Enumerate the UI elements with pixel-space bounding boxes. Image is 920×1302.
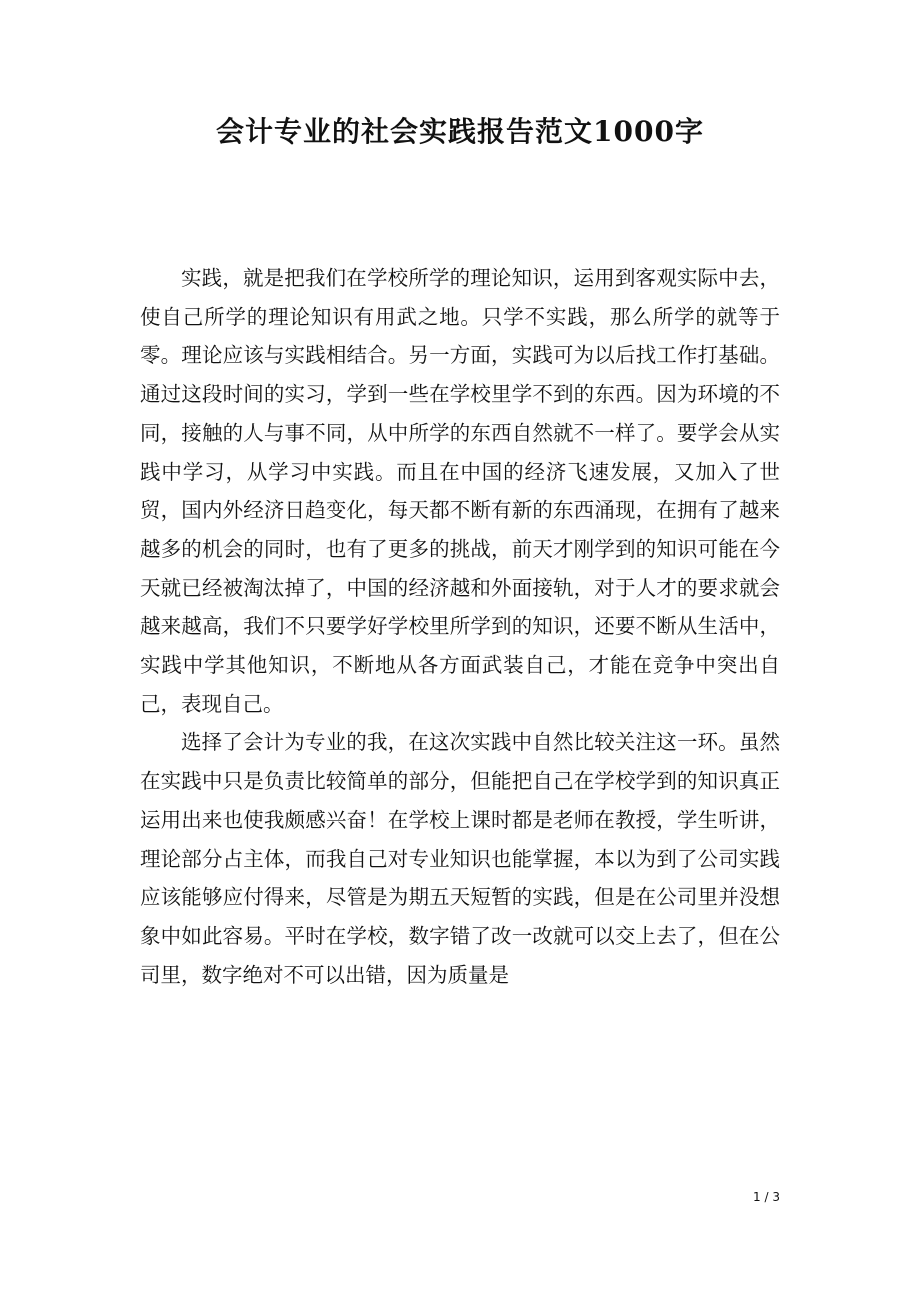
document-title: 会计专业的社会实践报告范文1000字 xyxy=(216,115,704,148)
page-number: 1 / 3 xyxy=(753,1190,780,1204)
document-body xyxy=(140,259,780,994)
paragraph-1: 实践，就是把我们在学校所学的理论知识，运用到客观实际中去，使自己所学的理论知识有用武之地。只学不实践，那么所学的就等于零。理论应该与实践相结合。另一方面，实践可为以后找工作打基础。通过这段时间的实习，学到一些在学校里学不到的东西。因为环境的不同，接触的人与事不同，从中所学的东西自然就不一样了。要学会从实践中学习，从学习中实践。而且在中国的经济飞速发展，又加入了世贸，国内外经济日趋变化，每天都不断有新的东西涌现，在拥有了越来越多的机会的同时，也有了更多的挑战，前天才刚学到的知识可能在今天就已经被淘汰掉了，中国的经济越和外面接轨，对于人才的要求就会越来越高，我们不只要学好学校里所学到的知识，还要不断从生活中，实践中学其他知识，不断地从各方面武装自己，才能在竞争中突出自己，表现自己。 xyxy=(140,266,780,716)
paragraph-2: 选择了会计为专业的我，在这次实践中自然比较关注这一环。虽然在实践中只是负责比较简单的部分，但能把自己在学校学到的知识真正运用出来也使我颇感兴奋！在学校上课时都是老师在教授，学生听讲，理论部分占主体，而我自己对专业知识也能掌握，本以为到了公司实践应该能够应付得来，尽管是为期五天短暂的实践，但是在公司里并没想象中如此容易。平时在学校，数字错了改一改就可以交上去了，但在公司里，数字绝对不可以出错，因为质量是 xyxy=(140,730,780,987)
